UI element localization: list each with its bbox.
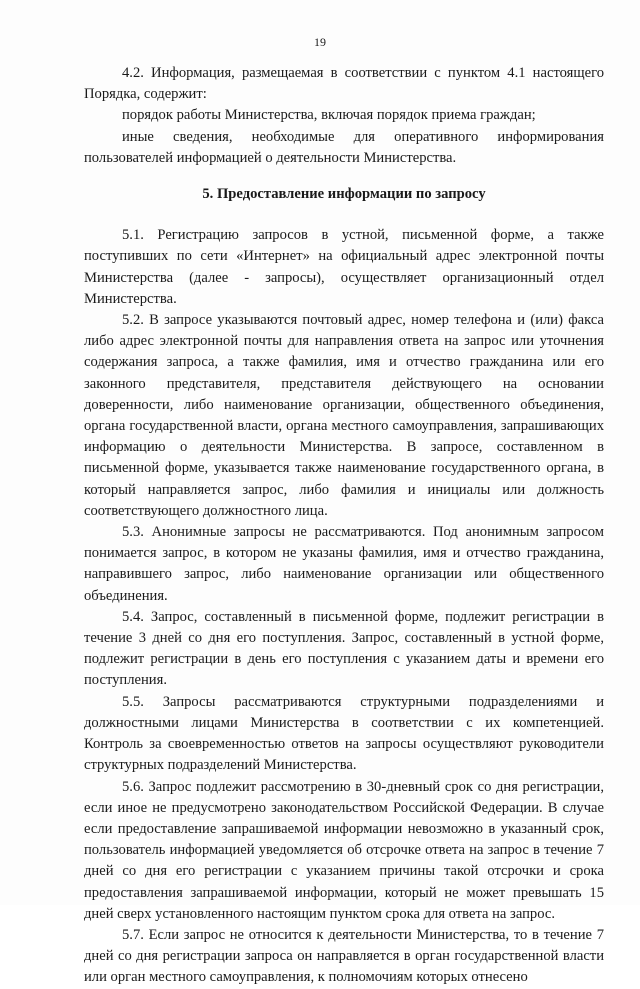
paragraph-5-3: 5.3. Анонимные запросы не рассматриваются. Под анонимным запросом понимается запрос, в котором не указаны фамилия, имя и отчество гражданина, направившего запрос, либо наименование организации или общественного объединения. xyxy=(84,524,604,604)
paragraph-5-1: 5.1. Регистрацию запросов в устной, письменной форме, а также поступивших по сети «Интернет» на официальный адрес электронной почты Министерства (далее - запросы), осуществляет организационный отдел Министерства. xyxy=(84,227,604,307)
paragraph-5-4: 5.4. Запрос, составленный в письменной форме, подлежит регистрации в течение 3 дней со дня его поступления. Запрос, составленный в устной форме, подлежит регистрации в день его поступления с указанием даты и времени его поступления. xyxy=(84,608,604,689)
section-heading: 5. Предоставление информации по запросу xyxy=(202,186,486,203)
paragraph-4-2: 4.2. Информация, размещаемая в соответствии с пунктом 4.1 настоящего Порядка, содержит: xyxy=(84,65,604,103)
list-item-other-info: иные сведения, необходимые для оперативного информирования пользователей информацией о деятельности Министерства. xyxy=(84,128,604,166)
paragraph-5-2: 5.2. В запросе указываются почтовый адрес, номер телефона и (или) факса либо адрес электронной почты для направления ответа на запрос или уточнения содержания запроса, а также фамилия, имя и отчество гражданина или его законного представителя, представителя действующего на основании доверенности, либо наименование организации, общественного объединения, органа государственной власти, органа местного самоуправления, запрашивающих информацию о деятельности Министерства. В запросе, составленном в письменной форме, указывается также наименование государственного органа, в который направляется запрос, либо фамилия и инициалы или должность соответствующего должностного лица. xyxy=(84,312,604,519)
page-number: 19 xyxy=(314,35,326,49)
list-item-work-procedure: порядок работы Министерства, включая порядок приема граждан; xyxy=(122,107,536,124)
paragraph-5-5: 5.5. Запросы рассматриваются структурными подразделениями и должностными лицами Министерства в соответствии с их компетенцией. Контроль за своевременностью ответов на запросы осуществляют руководители структурных подразделений Министерства. xyxy=(84,693,604,774)
paragraph-5-7: 5.7. Если запрос не относится к деятельности Министерства, то в течение 7 дней со дня регистрации запроса он направляется в орган государственной власти или орган местного самоуправления, к полномочиям которых отнесено xyxy=(84,926,604,986)
paragraph-5-6: 5.6. Запрос подлежит рассмотрению в 30-дневный срок со дня регистрации, если иное не предусмотрено законодательством Российской Федерации. В случае если предоставление запрашиваемой информации невозможно в указанный срок, пользователь информацией уведомляется об отсрочке ответа на запрос в течение 7 дней со дня его регистрации с указанием причины такой отсрочки и срока предоставления запрашиваемой информации, который не может превышать 15 дней сверх установленного настоящим пунктом срока для ответа на запрос. xyxy=(84,778,604,922)
document-body xyxy=(84,63,604,989)
